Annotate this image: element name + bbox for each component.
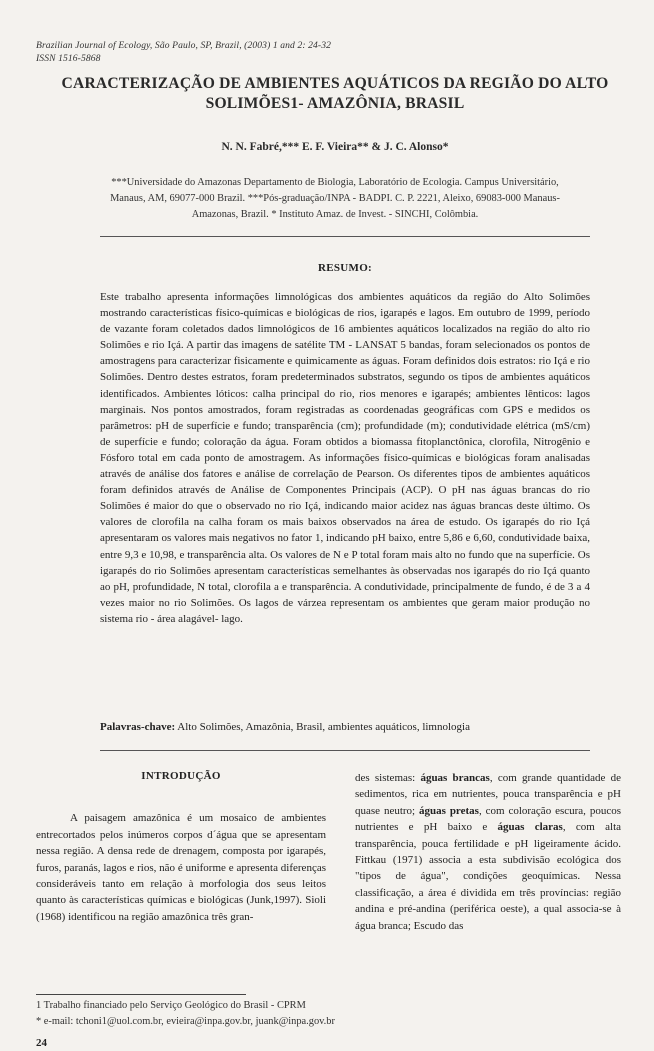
keywords-label: Palavras-chave:	[100, 721, 176, 733]
footnote-1: 1 Trabalho financiado pelo Serviço Geológico do Brasil - CPRM	[36, 1000, 306, 1011]
title-line-2: SOLIMÕES1- AMAZÔNIA, BRASIL	[205, 95, 465, 112]
intro-right-post: , com alta transparência, pouca fertilidade e pH ligeiramente ácido. Fittkau (1971) associa a esta subdivisão ecológica dos "tipos de água", condições geoquímicas. Nessa classificação, a área é dividida em três províncias: região andina e pré-andina (periférica oeste), a qual associa-se à água branca; Escudo das	[355, 821, 622, 932]
intro-paragraph-right	[355, 770, 621, 934]
divider-bottom	[100, 750, 590, 751]
intro-heading: INTRODUÇÃO	[141, 770, 221, 782]
intro-right-mid2: , com coloração escura, poucos nutrientes e pH baixo e	[355, 804, 622, 834]
intro-right-mid1: , com grande quantidade de sedimentos, rica em nutrientes, pouca transparência e pH quase neutro;	[355, 772, 621, 817]
title-line-1: CARACTERIZAÇÃO DE AMBIENTES AQUÁTICOS DA REGIÃO DO ALTO	[61, 75, 609, 92]
paper-title	[40, 74, 630, 114]
authors: N. N. Fabré,*** E. F. Vieira** & J. C. Alonso*	[221, 141, 449, 153]
divider-top	[100, 236, 590, 237]
affiliation-line-1: ***Universidade do Amazonas Departamento de Biologia, Laboratório de Ecologia. Campus Universitário,	[111, 177, 559, 188]
term-aguas-pretas: águas pretas	[419, 804, 479, 817]
issn: ISSN 1516-5868	[36, 52, 101, 64]
affiliations	[28, 175, 642, 223]
affiliation-line-2: Manaus, AM, 69077-000 Brazil. ***Pós-graduação/INPA - BADPI. C. P. 2221, Aleixo, 69083-000 Manaus-	[110, 193, 560, 204]
abstract-text: Este trabalho apresenta informações limnológicas dos ambientes aquáticos da região do Alto Solimões mostrando características físico-químicas e biológicas de rios, igarapés e lagos. Em outubro de 1999, período de vazante foram coletados dados limnológicos de 16 ambientes aquáticos localizados na região do alto rio Solimões e rio Içá. A partir das imagens de satélite TM - LANSAT 5 bandas, foram selecionados os pontos de amostragens para caracterizar fisicamente e quimicamente as águas. Foram definidos dois estratos: rio Içá e rio Solimões. Dentro destes estratos, foram predeterminados substratos, segundo os tipos de ambientes aquáticos identificados. Ambientes lóticos: calha principal do rio, rios menores e igarapés; ambientes lênticos: lagos marginais. Nos pontos amostrados, foram registradas as coordenadas geográficas com GPS e medidos os parâmetros: pH de superfície e fundo; transparência (cm); profundidade (m); condutividade elétrica (mS/cm) de superfície e fundo; coloração da água. Foram obtidos a biomassa fitoplanctônica, clorofila, Nitrogênio e Fósforo total em cada ponto de amostragem. As informações físico-químicas e biológicas foram analisadas através de análise dos fatores e análise de correlação de Pearson. Os diferentes tipos de ambientes aquáticos foram definidos através de Análise de Componentes Principais (ACP). O pH nas águas brancas do rio Solimões é maior do que o observado no rio Içá, indicando maior acidez nas águas brancas deste último. Os valores de clorofila na calha foram os mais baixos observados na área de estudo. Os igarapés do rio Içá apresentaram os valores mais negativos no fator 1, indicando pH baixo, entre 5,86 e 6,60, condutividade baixa, entre 9,3 e 10,98, e transparência alta. Os valores de N e P total foram mais alto no fundo que na superfície. Os igarapés do rio Solimões apresentam características semelhantes às observadas nos igarapés do rio Içá quanto ao pH, profundidade, N total, clorofila a e transparência. A condutividade, principalmente de fundo, é de 3 a 4 vezes maior no rio Solimões. Os lagos de várzea representam os ambientes que geram maior produção no sistema rio - área alagável- lago.	[100, 291, 590, 625]
footnotes	[36, 998, 335, 1029]
abstract-heading: RESUMO:	[317, 262, 373, 274]
keywords-text: Alto Solimões, Amazônia, Brasil, ambientes aquáticos, limnologia	[175, 721, 470, 733]
footnote-divider	[36, 994, 246, 995]
affiliation-line-3: Amazonas, Brazil. * Instituto Amaz. de Invest. - SINCHI, Colômbia.	[191, 209, 479, 220]
intro-paragraph-left: A paisagem amazônica é um mosaico de ambientes entrecortados pelos inúmeros corpos d´água que se apresentam nessa região. A densa rede de drenagem, composta por igarapés, furos, paranás, lagos e rios, não é uniforme e apresenta diferenças consideráveis tanto em relação à morfologia dos seus leitos quanto às características químicas e biológicas (Junk,1997). Sioli (1968) identificou na região amazônica três gran-	[36, 812, 326, 923]
page-number: 24	[36, 1037, 47, 1049]
footnote-email: * e-mail: tchoni1@uol.com.br, evieira@inpa.gov.br, juank@inpa.gov.br	[36, 1015, 335, 1027]
term-aguas-claras: águas claras	[497, 821, 563, 834]
abstract-body	[100, 289, 590, 627]
journal-citation: Brazilian Journal of Ecology, São Paulo, SP, Brazil, (2003) 1 and 2: 24-32	[36, 40, 332, 51]
intro-right-pre: des sistemas:	[355, 772, 421, 784]
keywords	[100, 721, 590, 733]
term-aguas-brancas: águas brancas	[420, 772, 490, 784]
intro-right-column	[355, 770, 621, 934]
intro-left-column	[36, 768, 326, 925]
journal-header	[36, 40, 331, 65]
